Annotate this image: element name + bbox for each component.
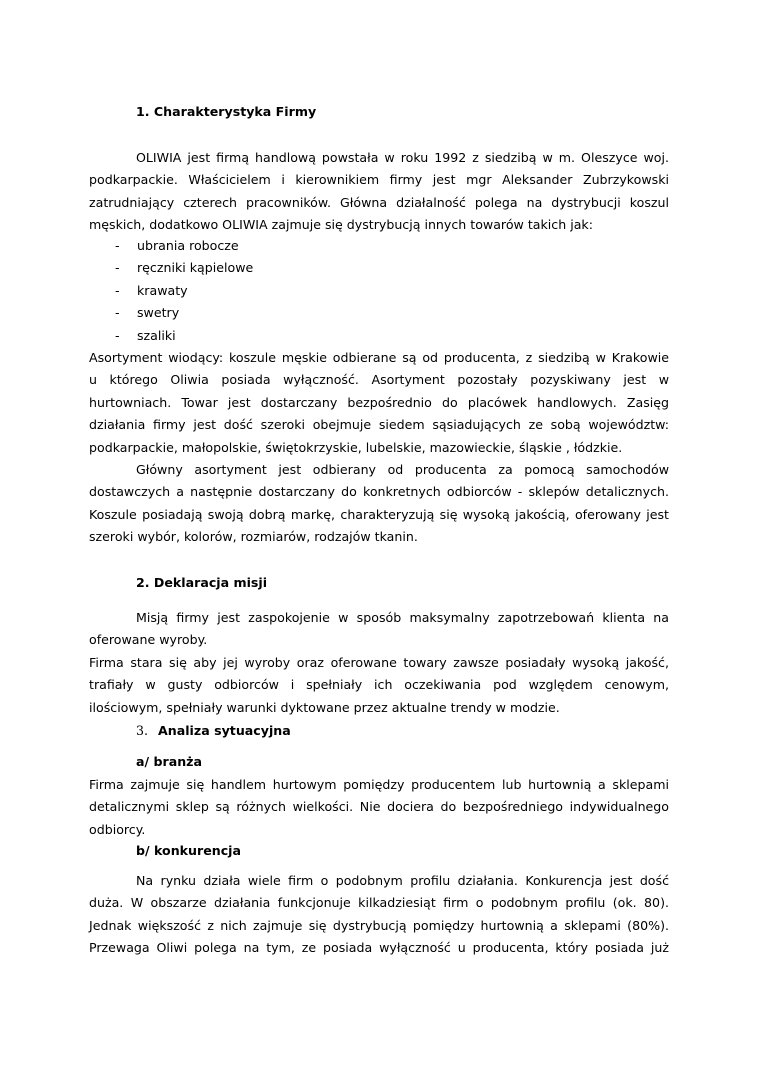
text-line: duża. W obszarze działania funkcjonuje kilkadziesiąt firm o podobnym profilu (ok. 80). <box>89 895 669 911</box>
text-line: Asortyment wiodący: koszule męskie odbierane są od producenta, z siedzibą w Krakowie <box>89 350 669 365</box>
section-3-number: 3. <box>136 723 149 738</box>
text-line: męskich, dodatkowo OLIWIA zajmuje się dystrybucją innych towarów takich jak: <box>89 217 593 233</box>
text-line: OLIWIA jest firmą handlową powstała w roku 1992 z siedzibą w m. Oleszyce woj. <box>136 150 669 165</box>
text-line: Główny asortyment jest odbierany od producenta za pomocą samochodów <box>136 462 669 477</box>
section-1-paragraph-3 <box>89 459 669 549</box>
list-item-text: ubrania robocze <box>137 238 239 253</box>
list-item-text: krawaty <box>137 282 188 298</box>
list-item <box>89 302 669 324</box>
text-line: Firma stara się aby jej wyroby oraz oferowane towary zawsze posiadały wysoką jakość, <box>89 655 669 670</box>
list-item <box>89 235 669 257</box>
text-line: trafiały w gusty odbiorców i spełniały ich oczekiwania pod względem cenowym, <box>89 677 669 693</box>
text-line: Jednak większość z nich zajmuje się dystrybucją pomiędzy hurtownią a sklepami (80%). <box>89 917 669 933</box>
section-3-title: Analiza sytuacyjna <box>158 723 291 738</box>
text-line: Koszule posiadają swoją dobrą markę, charakteryzują się wysoką jakością, oferowany jest <box>89 506 669 522</box>
text-line: dostawczych a następnie dostarczany do konkretnych odbiorców - sklepów detalicznych. <box>89 484 669 500</box>
section-1-heading: 1. Charakterystyka Firmy <box>136 104 317 119</box>
text-line: ilościowym, spełniały warunki dyktowane przez aktualne trendy w modzie. <box>89 699 560 715</box>
subsection-b-heading: b/ konkurencja <box>136 843 241 858</box>
product-list <box>89 235 669 347</box>
subsection-a-text <box>89 774 669 841</box>
text-line: detalicznymi sklep są różnych wielkości. Nie dociera do bezpośredniego indywidualnego <box>89 799 669 815</box>
text-line: zatrudniający czterech pracowników. Główna działalność polega na dystrybucji koszul <box>89 194 669 210</box>
text-line: u którego Oliwia posiada wyłączność. Asortyment pozostały pozyskiwany jest w <box>89 372 669 388</box>
text-line: podkarpackie. Właścicielem i kierownikiem firmy jest mgr Aleksander Zubrzykowski <box>89 172 669 188</box>
list-item-text: szaliki <box>137 327 176 343</box>
list-item <box>89 257 669 279</box>
list-item <box>89 325 669 347</box>
list-item-text: swetry <box>137 305 180 321</box>
text-line: podkarpackie, małopolskie, świętokrzyskie, lubelskie, mazowieckie, śląskie , łódzkie. <box>89 439 623 455</box>
text-line: działania firmy jest dość szeroki obejmuje siedem sąsiadujących ze sobą województw: <box>89 417 669 433</box>
dash-bullet: - <box>115 305 120 321</box>
section-2-paragraph-2 <box>89 652 669 719</box>
subsection-a-heading: a/ branża <box>136 754 203 769</box>
section-1-paragraph-1 <box>89 147 669 237</box>
section-2-heading: 2. Deklaracja misji <box>136 575 268 590</box>
subsection-b-text <box>89 870 669 960</box>
dash-bullet: - <box>115 238 120 253</box>
text-line: Firma zajmuje się handlem hurtowym pomiędzy producentem lub hurtownią a sklepami <box>89 777 669 792</box>
list-item <box>89 280 669 302</box>
text-line: Misją firmy jest zaspokojenie w sposób maksymalny zapotrzebowań klienta na <box>136 610 669 625</box>
section-2-paragraph-1 <box>89 607 669 652</box>
dash-bullet: - <box>115 282 120 298</box>
text-line: Przewaga Oliwi polega na tym, ze posiada wyłączność u producenta, który posiada już <box>89 940 669 956</box>
text-line: odbiorcy. <box>89 821 146 837</box>
section-1-paragraph-2 <box>89 347 669 459</box>
text-line: oferowane wyroby. <box>89 632 208 648</box>
text-line: Na rynku działa wiele firm o podobnym profilu działania. Konkurencja jest dość <box>136 873 669 888</box>
dash-bullet: - <box>115 327 120 343</box>
section-3-heading <box>136 720 291 742</box>
text-line: hurtowniach. Towar jest dostarczany bezpośrednio do placówek handlowych. Zasięg <box>89 394 669 410</box>
text-line: szeroki wybór, kolorów, rozmiarów, rodzajów tkanin. <box>89 529 418 545</box>
dash-bullet: - <box>115 260 120 276</box>
list-item-text: ręczniki kąpielowe <box>137 260 254 276</box>
